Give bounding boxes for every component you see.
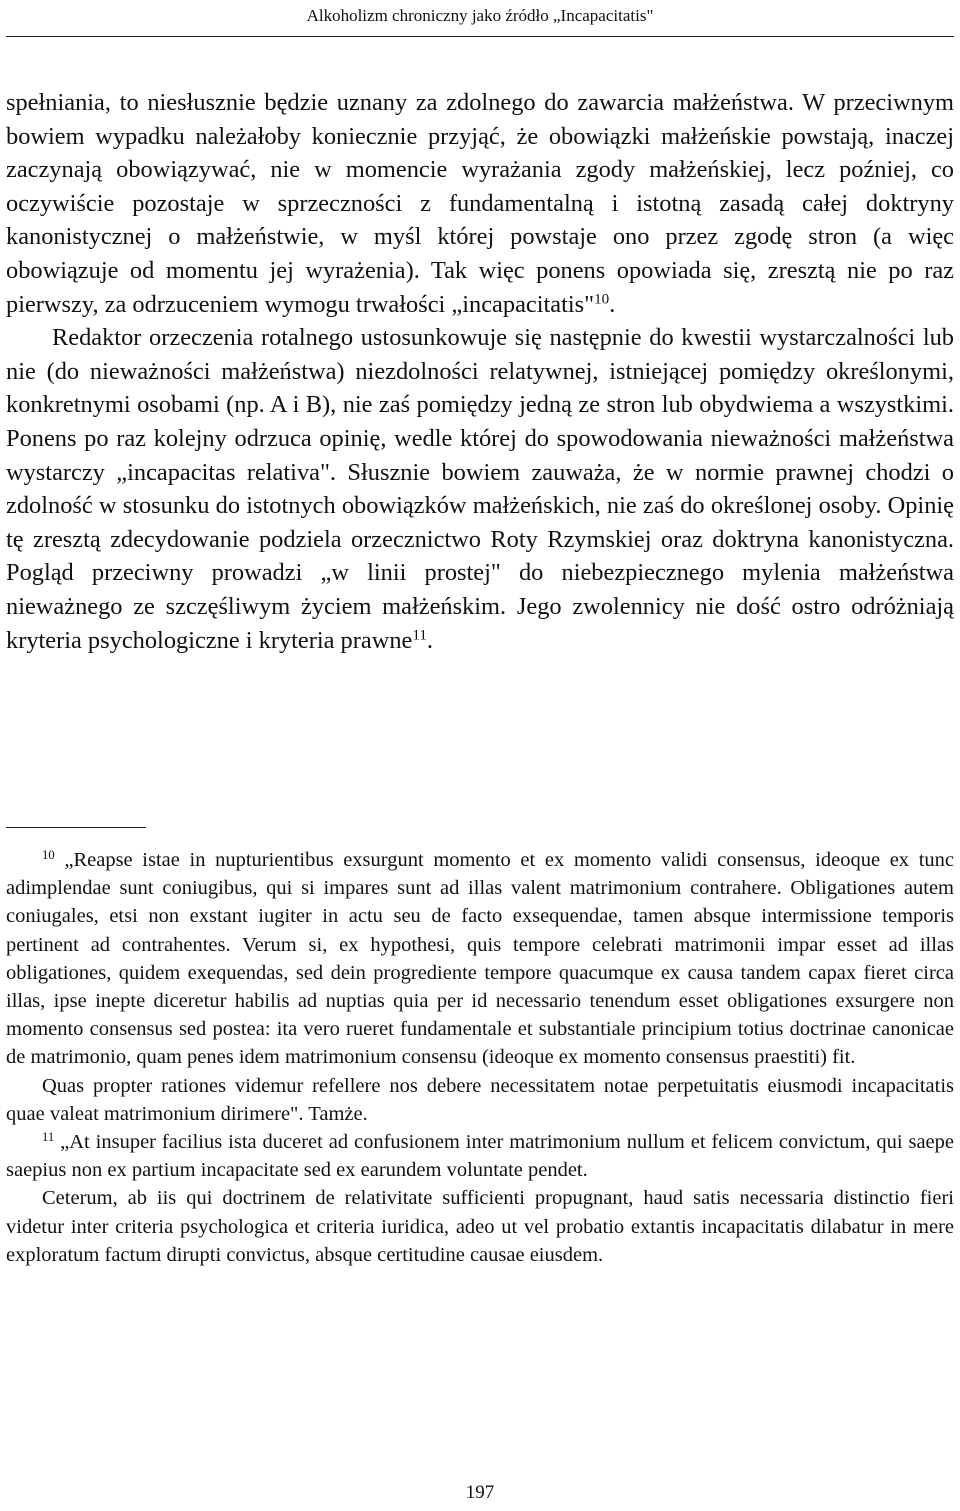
- page-number: 197: [465, 1482, 495, 1503]
- body-paragraph-2-end: .: [426, 626, 434, 654]
- footnote-10: [6, 846, 954, 1072]
- footnote-10-number: 10: [42, 848, 55, 863]
- footnote-separator: [6, 827, 146, 828]
- footnote-11-number: 11: [42, 1130, 55, 1145]
- footnotes: [6, 846, 954, 1269]
- footnote-10-continuation: Quas propter rationes videmur refellere nos debere necessitatem notae perpetuitatis eiusmodi incapacitatis quae valeat matrimonium dirimere". Tamże.: [6, 1074, 954, 1125]
- footnote-11-text: „At insuper facilius ista duceret ad confusionem inter matrimonium nullum et felicem convictum, qui saepe saepius non ex partium incapacitate sed ex earundem voluntate pendet.: [6, 1131, 955, 1182]
- header-rule: [6, 36, 954, 37]
- footnote-ref-10[interactable]: 10: [594, 291, 610, 308]
- body-paragraph-1-end: .: [609, 290, 616, 318]
- body-paragraph-2-text: Redaktor orzeczenia rotalnego ustosunkowuje się następnie do kwestii wystarczalności lub nie (do nieważności małżeństwa) niezdolności relatywnej, istniejącej pomiędzy określonymi, konkretnymi osobami (np. A i B), nie zaś pomiędzy jedną ze stron lub obydwiema a wszystkimi. Ponens po raz kolejny odrzuca opinię, wedle której do spowodowania nieważności małżeństwa wystarczy „incapacitas relativa". Słusznie bowiem zauważa, że w normie prawnej chodzi o zdolność w stosunku do istotnych obowiązków małżeńskich, nie zaś do określonej osoby. Opinię tę zresztą zdecydowanie podziela orzecznictwo Roty Rzymskiej oraz doktryna kanonistyczna. Pogląd przeciwny prowadzi „w linii prostej" do niebezpiecznego mylenia małżeństwa nieważnego ze szczęśliwym życiem małżeńskim. Jego zwolennicy nie dość ostro odróżniają kryteria psychologiczne i kryteria prawne: [6, 324, 954, 654]
- running-header: Alkoholizm chroniczny jako źródło „Incapacitatis": [306, 6, 654, 25]
- main-text: [6, 86, 954, 657]
- body-paragraph-1-text: spełniania, to niesłusznie będzie uznany za zdolnego do zawarcia małżeństwa. W przeciwnym bowiem wypadku należałoby koniecznie przyjąć, że obowiązki małżeńskie powstają, inaczej zaczynają obowiązywać, nie w momencie wyrażania zgody małżeńskiej, lecz poźniej, co oczywiście pozostaje w sprzeczności z fundamentalną i istotną zasadą całej doktryny kanonistycznej o małżeństwie, w myśl której powstaje ono przez zgodę stron (a więc obowiązuje od momentu jej wyrażenia). Tak więc ponens opowiada się, zresztą nie po raz pierwszy, za odrzuceniem wymogu trwałości „incapacitatis": [6, 89, 954, 318]
- footnote-11-continuation: Ceterum, ab iis qui doctrinem de relativitate sufficienti propugnant, haud satis necessaria distinctio fieri videtur inter criteria psychologica et criteria iuridica, adeo ut vel probatio extantis incapacitatis dilabatur in mere exploratum factum dirupti convictus, absque certitudine causae eiusdem.: [6, 1187, 954, 1266]
- footnote-10-text: „Reapse istae in nupturientibus exsurgunt momento et ex momento validi consensus, ideoque ex tunc adimplendae sunt coniugibus, qui si impares sunt ad illas valent matrimonium contrahere. Obligationes autem coniugales, etsi non exstant iugiter in actu seu de facto exsequendae, tamen absque intermissione temporis pertinent ad contrahentes. Verum si, ex hypothesi, quis tempore celebrati matrimonii impar esset ad illas obligationes, quidem exequendas, sed dein progrediente tempore quacumque ex causa tandem capax fieret circa illas, ipse inepte diceretur habilis ad nuptias quia per id necessario tenendum esset obligationes exsurgere non momento consensus sed postea: ita vero rueret fundamentale et substantiale principium totius doctrinae canonicae de matrimonio, quam penes idem matrimonium consensu (ideoque ex momento consensus praestiti) fit.: [6, 849, 955, 1069]
- body-paragraph-1: [6, 86, 954, 321]
- footnote-11: [6, 1128, 954, 1184]
- footnote-ref-11[interactable]: 11: [412, 627, 427, 644]
- body-paragraph-2: [6, 321, 954, 657]
